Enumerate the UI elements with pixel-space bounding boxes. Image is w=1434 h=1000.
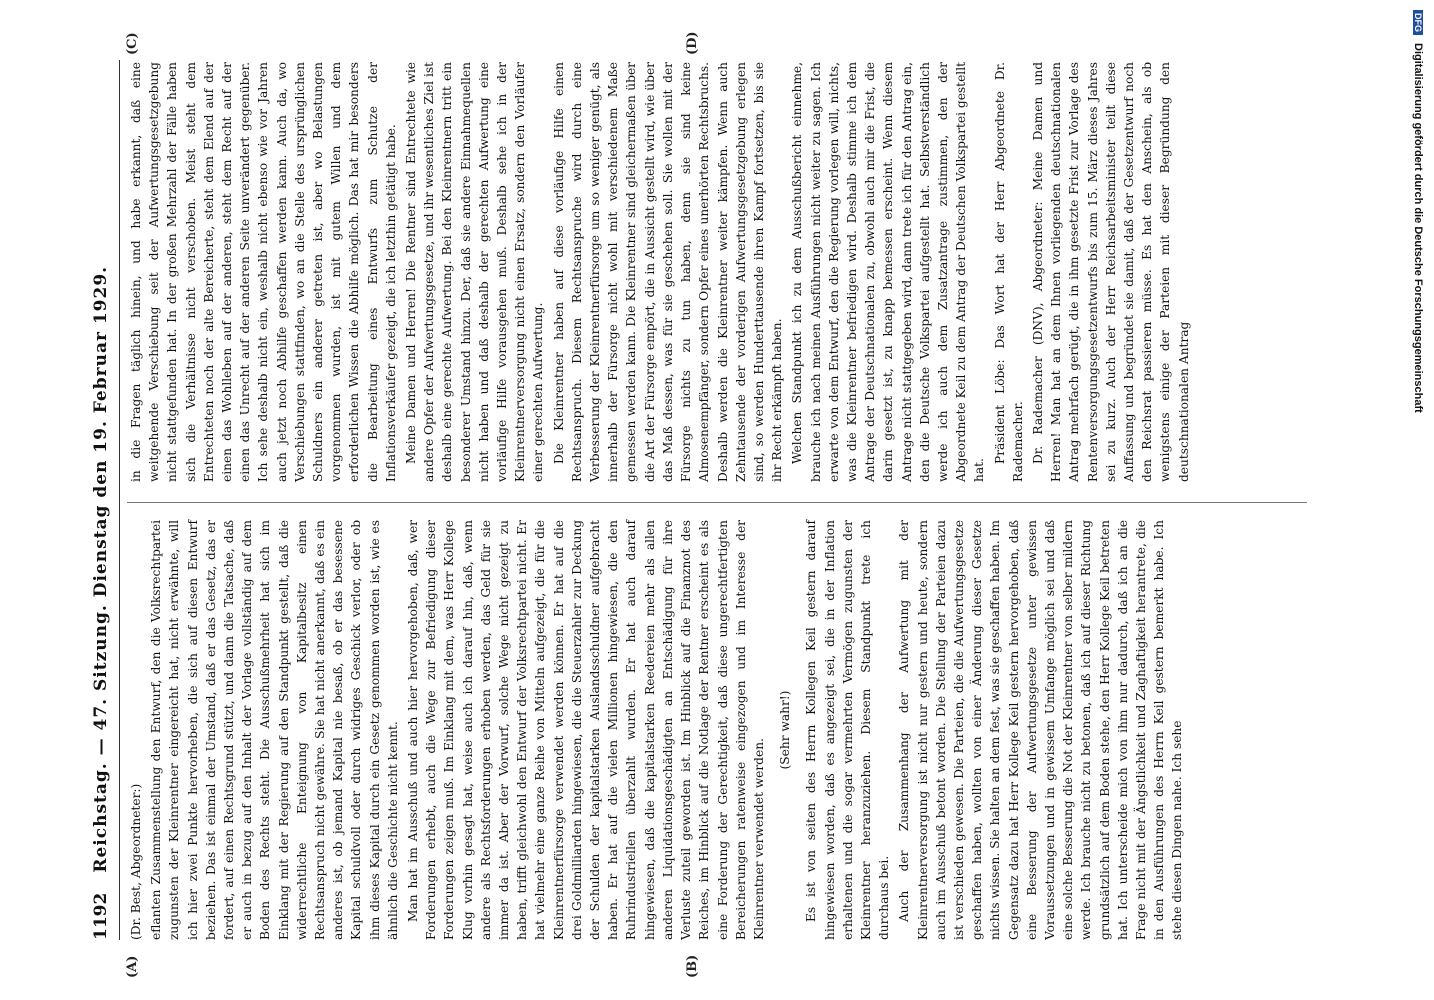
margin-marker-c: (C) [125, 32, 140, 55]
paragraph: Es ist von seiten des Herrn Kollegen Keil gestern darauf hingewiesen worden, daß es angezeigt sei, die in der Inflation erhaltenen und die sogar vermehrten Vermögen zugunsten der Kleinrentner heranzuziehen. Diesem Standpunkt trete ich durchaus bei. [804, 520, 892, 940]
page-header [85, 60, 117, 940]
dfg-logo: DFG [1413, 10, 1423, 35]
paragraph: Auch der Zusammenhang der Aufwertung mit der Kleinrentnerversorgung ist nicht nur gestern und heute, sondern auch im Ausschuß betont worden. Die Stellung der Parteien dazu ist verschieden gewesen. Die Parteien, die die Aufwertungsgesetze geschaffen haben, wollten von einer Änderung dieser Gesetze nichts wissen. Sie halten an dem fest, was sie geschaffen haben. Im Gegensatz dazu hat Herr Kollege Keil gestern hervorgehoben, daß eine Besserung der Aufwertungsgesetze unter gewissen Voraussetzungen und in gewissem Umfange möglich sei und daß eine solche Besserung die Not der Kleinrentner von selber mildern werde. Ich brauche nicht zu betonen, daß ich auf dieser Richtung grundsätzlich auf dem Boden stehe, den Herr Kollege Keil betreten hat. Ich unterscheide mich von ihm nur dadurch, daß ich an die Frage nicht mit der Ängstlichkeit und Zaghaftigkeit herantrete, die in den Ausführungen des Herrn Keil gestern bemerkt habe. Ich stehe diesen Dingen nahe. Ich sehe [897, 520, 1185, 940]
president-statement: Präsident Löbe: Das Wort hat der Herr Abgeordnete Dr. Rademacher. [992, 62, 1025, 482]
paragraph: Dr. Rademacher (DNV), Abgeordneter: Meine Damen und Herren! Man hat an dem Ihnen vorliegenden deutschnationalen Antrag mehrfach gerügt, die in ihm gesetzte Frist zur Vorlage des Rentenversorgungsgesetzentwurfs bis zum 15. März dieses Jahres sei zu kurz. Auch der Herr Reichsarbeitsminister teilt diese Auffassung und begründet sie damit, daß der Gesetzentwurf noch den Reichsrat passieren müsse. Es hat den Anschein, als ob wenigstens einige der Parteien mit dieser Begründung den deutschnationalen Antrag [1030, 62, 1191, 482]
paragraph: eflanten Zusammenstellung den Entwurf, den die Volksrechtpartei zugunsten der Kleinrentner eingereicht hat, nicht erwähnte, will ich hier zwei Punkte hervorheben, die sich auf diesen Entwurf beziehen. Das ist einmal der Umstand, daß er das Gesetz, das er fordert, auf einen Rechtsgrund stützt, und dann die Tatsache, daß er auch in bezug auf den Inhalt der Vorlage vollständig auf dem Boden des Rechts steht. Die Ausschußmehrheit hat sich im Einklang mit der Regierung auf den Standpunkt gestellt, daß die widerrechtliche Enteignung von Kapitalbesitz einen Rechtsanspruch nicht gewähre. Sie hat nicht anerkannt, daß es ein anderes ist, ob jemand Kapital nie besaß, ob er das besessene Kapital schuldvoll oder durch widriges Geschick verlor, oder ob ihm dieses Kapital durch ein Gesetz genommen worden ist, wie es ähnlich die Geschichte nicht kennt. [149, 520, 400, 940]
credit-text: Digitalisierung gefördert durch die Deutsche Forschungsgemeinschaft [1412, 43, 1424, 413]
margin-marker-d: (D) [685, 31, 700, 55]
header-rule [119, 60, 120, 940]
margin-marker-b: (B) [685, 954, 700, 978]
paragraph: Die Kleinrentner haben auf diese vorläufige Hilfe einen Rechtsanspruch. Diesem Rechtsanspruche wird durch eine Verbesserung der Kleinrentnerfürsorge um so weniger genügt, als innerhalb der Fürsorge nicht wohl mit verschiedenem Maße gemessen werden kann. Die Kleinrentner sind gleichermaßen über die Art der Fürsorge empört, die in Aussicht gestellt wird, wie über das Maß dessen, was für sie geschehen soll. Sie wollen mit der Fürsorge nichts zu tun haben, denn sie sind keine Almosenempfänger, sondern Opfer eines unerhörten Rechtsbruchs. Deshalb werden die Kleinrentner weiter kämpfen. Wenn auch Zehntausende der vorderigen Aufwertungsgesetzgebung erlegen sind, so werden Hunderttausende ihren Kampf fortsetzen, bis sie ihr Recht erkämpft haben. [551, 62, 785, 482]
paragraph: in die Fragen täglich hinein, und habe erkannt, daß eine weitgehende Verschiebung seit der Aufwertungsgesetzgebung nicht stattgefunden hat. In der großen Mehrzahl der Fälle haben sich die Verhältnisse nicht verschoben. Meist steht dem Entrechteten noch der alte Bereicherte, steht dem Elend auf der einen das Wohlleben auf der anderen, steht dem Recht auf der einen das Unrecht auf der anderen Seite unverändert gegenüber. Ich sehe deshalb nicht ein, weshalb nicht ebenso wie vor Jahren auch jetzt noch Abhilfe geschaffen werden kann. Auch da, wo Verschiebungen stattfinden, wo an die Stelle des ursprünglichen Schuldners ein anderer getreten ist, aber wo Belastungen vorgenommen wurden, ist mit gutem Willen und dem erforderlichen Wissen die Abhilfe möglich. Das hat mir besonders die Bearbeitung eines Entwurfs zum Schutze der Inflationsverkäufer gezeigt, die ich letzthin getätigt habe. [129, 62, 398, 482]
page-number: 1192 [91, 892, 111, 940]
interjection: (Sehr wahr!) [778, 690, 793, 770]
paragraph: Welchen Standpunkt ich zu dem Ausschußbericht einnehme, brauche ich nach meinen Ausführungen nicht weiter zu sagen. Ich erwarte von dem Entwurf, den die Regierung vorlegen will, nichts, was die Kleinrentner befriedigen wird. Deshalb stimme ich dem Antrage der Deutschnationalen zu, obwohl auch mir die Frist, die darin gesetzt ist, zu knapp bemessen erscheint. Wenn diesem Antrage nicht stattgegeben wird, dann trete ich für den Antrag ein, den die Deutsche Volkspartei aufgestellt hat. Selbstverständlich werde ich auch dem Zusatzantrage zustimmen, den der Abgeordnete Keil zu dem Antrag der Deutschen Volkspartei gestellt hat. [790, 62, 987, 482]
column-left [127, 520, 1189, 940]
running-title: Reichstag. — 47. Sitzung. Dienstag den 19. Februar 1929. [91, 265, 111, 873]
digitization-credit [1408, 10, 1428, 990]
column-divider [127, 502, 1307, 503]
paragraph: Meine Damen und Herren! Die Rentner sind Entrechtete wie andere Opfer der Aufwertungsgesetze, und ihr wesentliches Ziel ist deshalb eine gerechte Aufwertung. Bei den Kleinrentnern tritt ein besonderer Umstand hinzu. Der, daß sie andere Einnahmequellen nicht haben und daß deshalb der gerechten Aufwertung eine vorläufige Hilfe vorausgehen muß. Deshalb sehe ich in der Kleinrentnerversorgung nicht einen Ersatz, sondern den Vorläufer einer gerechten Aufwertung. [404, 62, 546, 482]
margin-marker-a: (A) [125, 955, 140, 978]
column-right [127, 62, 1195, 482]
speaker-tag: (Dr. Best, Abgeordneter:) [129, 783, 143, 940]
paragraph: Man hat im Ausschuß und auch hier hervorgehoben, daß, wer Forderungen erhebt, auch die Wege zur Befriedigung dieser Forderungen zeigen muß. Im Einklang mit dem, was Herr Kollege Klug vorhin gesagt hat, weise auch ich darauf hin, daß, wenn andere als Rechtsforderungen erhoben werden, das Geld für sie immer da ist. Aber der Vorwurf, solche Wege nicht gezeigt zu haben, trifft gleichwohl den Entwurf der Volksrechtpartei nicht. Er hat vielmehr eine ganze Reihe von Mitteln aufgezeigt, die für die Kleinrentnerfürsorge verwendet werden können. Er hat auf die drei Goldmilliarden hingewiesen, die die Steuerzahler zur Deckung der Schulden der kapitalstarken Auslandsschuldner aufgebracht haben. Er hat auf die vielen Millionen hingewiesen, die den Ruhrindustriellen überzahlt wurden. Er hat auch darauf hingewiesen, daß die kapitalstarken Reedereien mehr als allen anderen Liquidationsgeschädigten an Entschädigung für ihre Verluste zuteil geworden ist. Im Hinblick auf die Finanznot des Reiches, im Hinblick auf die Notlage der Rentner erscheint es als eine Forderung der Gerechtigkeit, daß diese ungerechtfertigten Bereicherungen ratenweise eingezogen und im Interesse der Kleinrentner verwendet werden. [406, 520, 766, 940]
rotated-scan [85, 31, 1325, 978]
